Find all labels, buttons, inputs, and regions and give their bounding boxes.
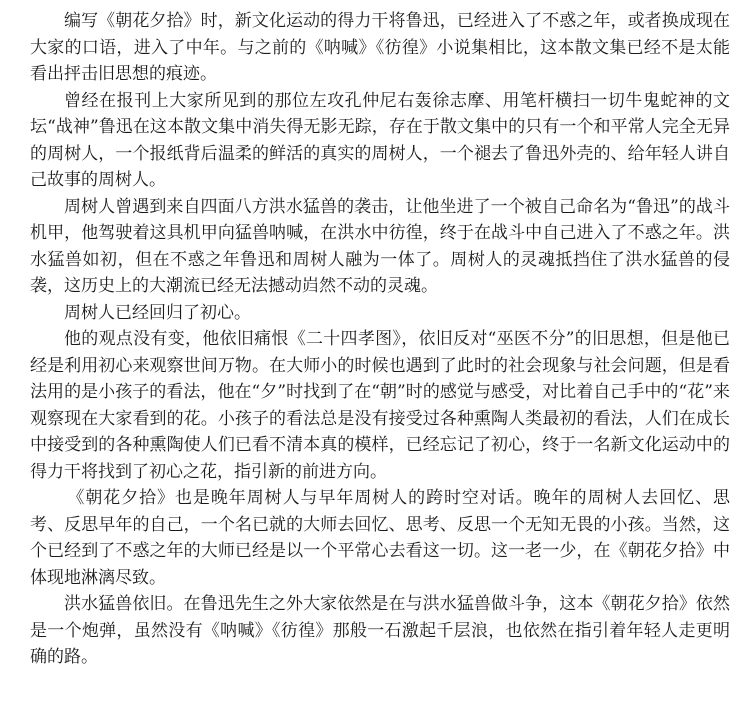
paragraph-3: 周树人曾遇到来自四面八方洪水猛兽的袭击，让他坐进了一个被自己命名为“鲁迅”的战斗机甲，他驾驶着这具机甲向猛兽呐喊，在洪水中彷徨，终于在战斗中自己进入了不惑之年。洪水猛兽如初，但在不惑之年鲁迅和周树人融为一体了。周树人的灵魂抵挡住了洪水猛兽的侵袭，这历史上的大潮流已经无法撼动岿然不动的灵魂。	[30, 196, 730, 296]
paragraph-6: 《朝花夕拾》也是晚年周树人与早年周树人的跨时空对话。晚年的周树人去回忆、思考、反思早年的自己，一个名已就的大师去回忆、思考、反思一个无知无畏的小孩。当然，这个已经到了不惑之年的大师已经是以一个平常心去看这一切。这一老一少，在《朝花夕拾》中体现地淋漓尽致。	[30, 488, 730, 588]
paragraph-2: 曾经在报刊上大家所见到的那位左攻孔仲尼右轰徐志摩、用笔杆横扫一切牛鬼蛇神的文坛“战神”鲁迅在这本散文集中消失得无影无踪，存在于散文集中的只有一个和平常人完全无异的周树人，一个报纸背后温柔的鲜活的真实的周树人，一个褪去了鲁迅外壳的、给年轻人讲自己故事的周树人。	[30, 90, 730, 190]
essay-body	[30, 8, 730, 671]
paragraph-7: 洪水猛兽依旧。在鲁迅先生之外大家依然是在与洪水猛兽做斗争，这本《朝花夕拾》依然是一个炮弹，虽然没有《呐喊》《彷徨》那般一石激起千层浪，也依然在指引着年轻人走更明确的路。	[30, 594, 730, 667]
paragraph-1: 编写《朝花夕拾》时，新文化运动的得力干将鲁迅，已经进入了不惑之年，或者换成现在大家的口语，进入了中年。与之前的《呐喊》《彷徨》小说集相比，这本散文集已经不是太能看出抨击旧思想的痕迹。	[30, 11, 730, 84]
paragraph-5: 他的观点没有变，他依旧痛恨《二十四孝图》，依旧反对“巫医不分”的旧思想，但是他已经是利用初心来观察世间万物。在大师小的时候也遇到了此时的社会现象与社会问题，但是看法用的是小孩子的看法，他在“夕”时找到了在“朝”时的感觉与感受，对比着自己手中的“花”来观察现在大家看到的花。小孩子的看法总是没有接受过各种熏陶人类最初的看法，人们在成长中接受到的各种熏陶使人们已看不清本真的模样，已经忘记了初心，终于一名新文化运动中的得力干将找到了初心之花，指引新的前进方向。	[30, 329, 730, 482]
paragraph-4: 周树人已经回归了初心。	[64, 302, 251, 323]
